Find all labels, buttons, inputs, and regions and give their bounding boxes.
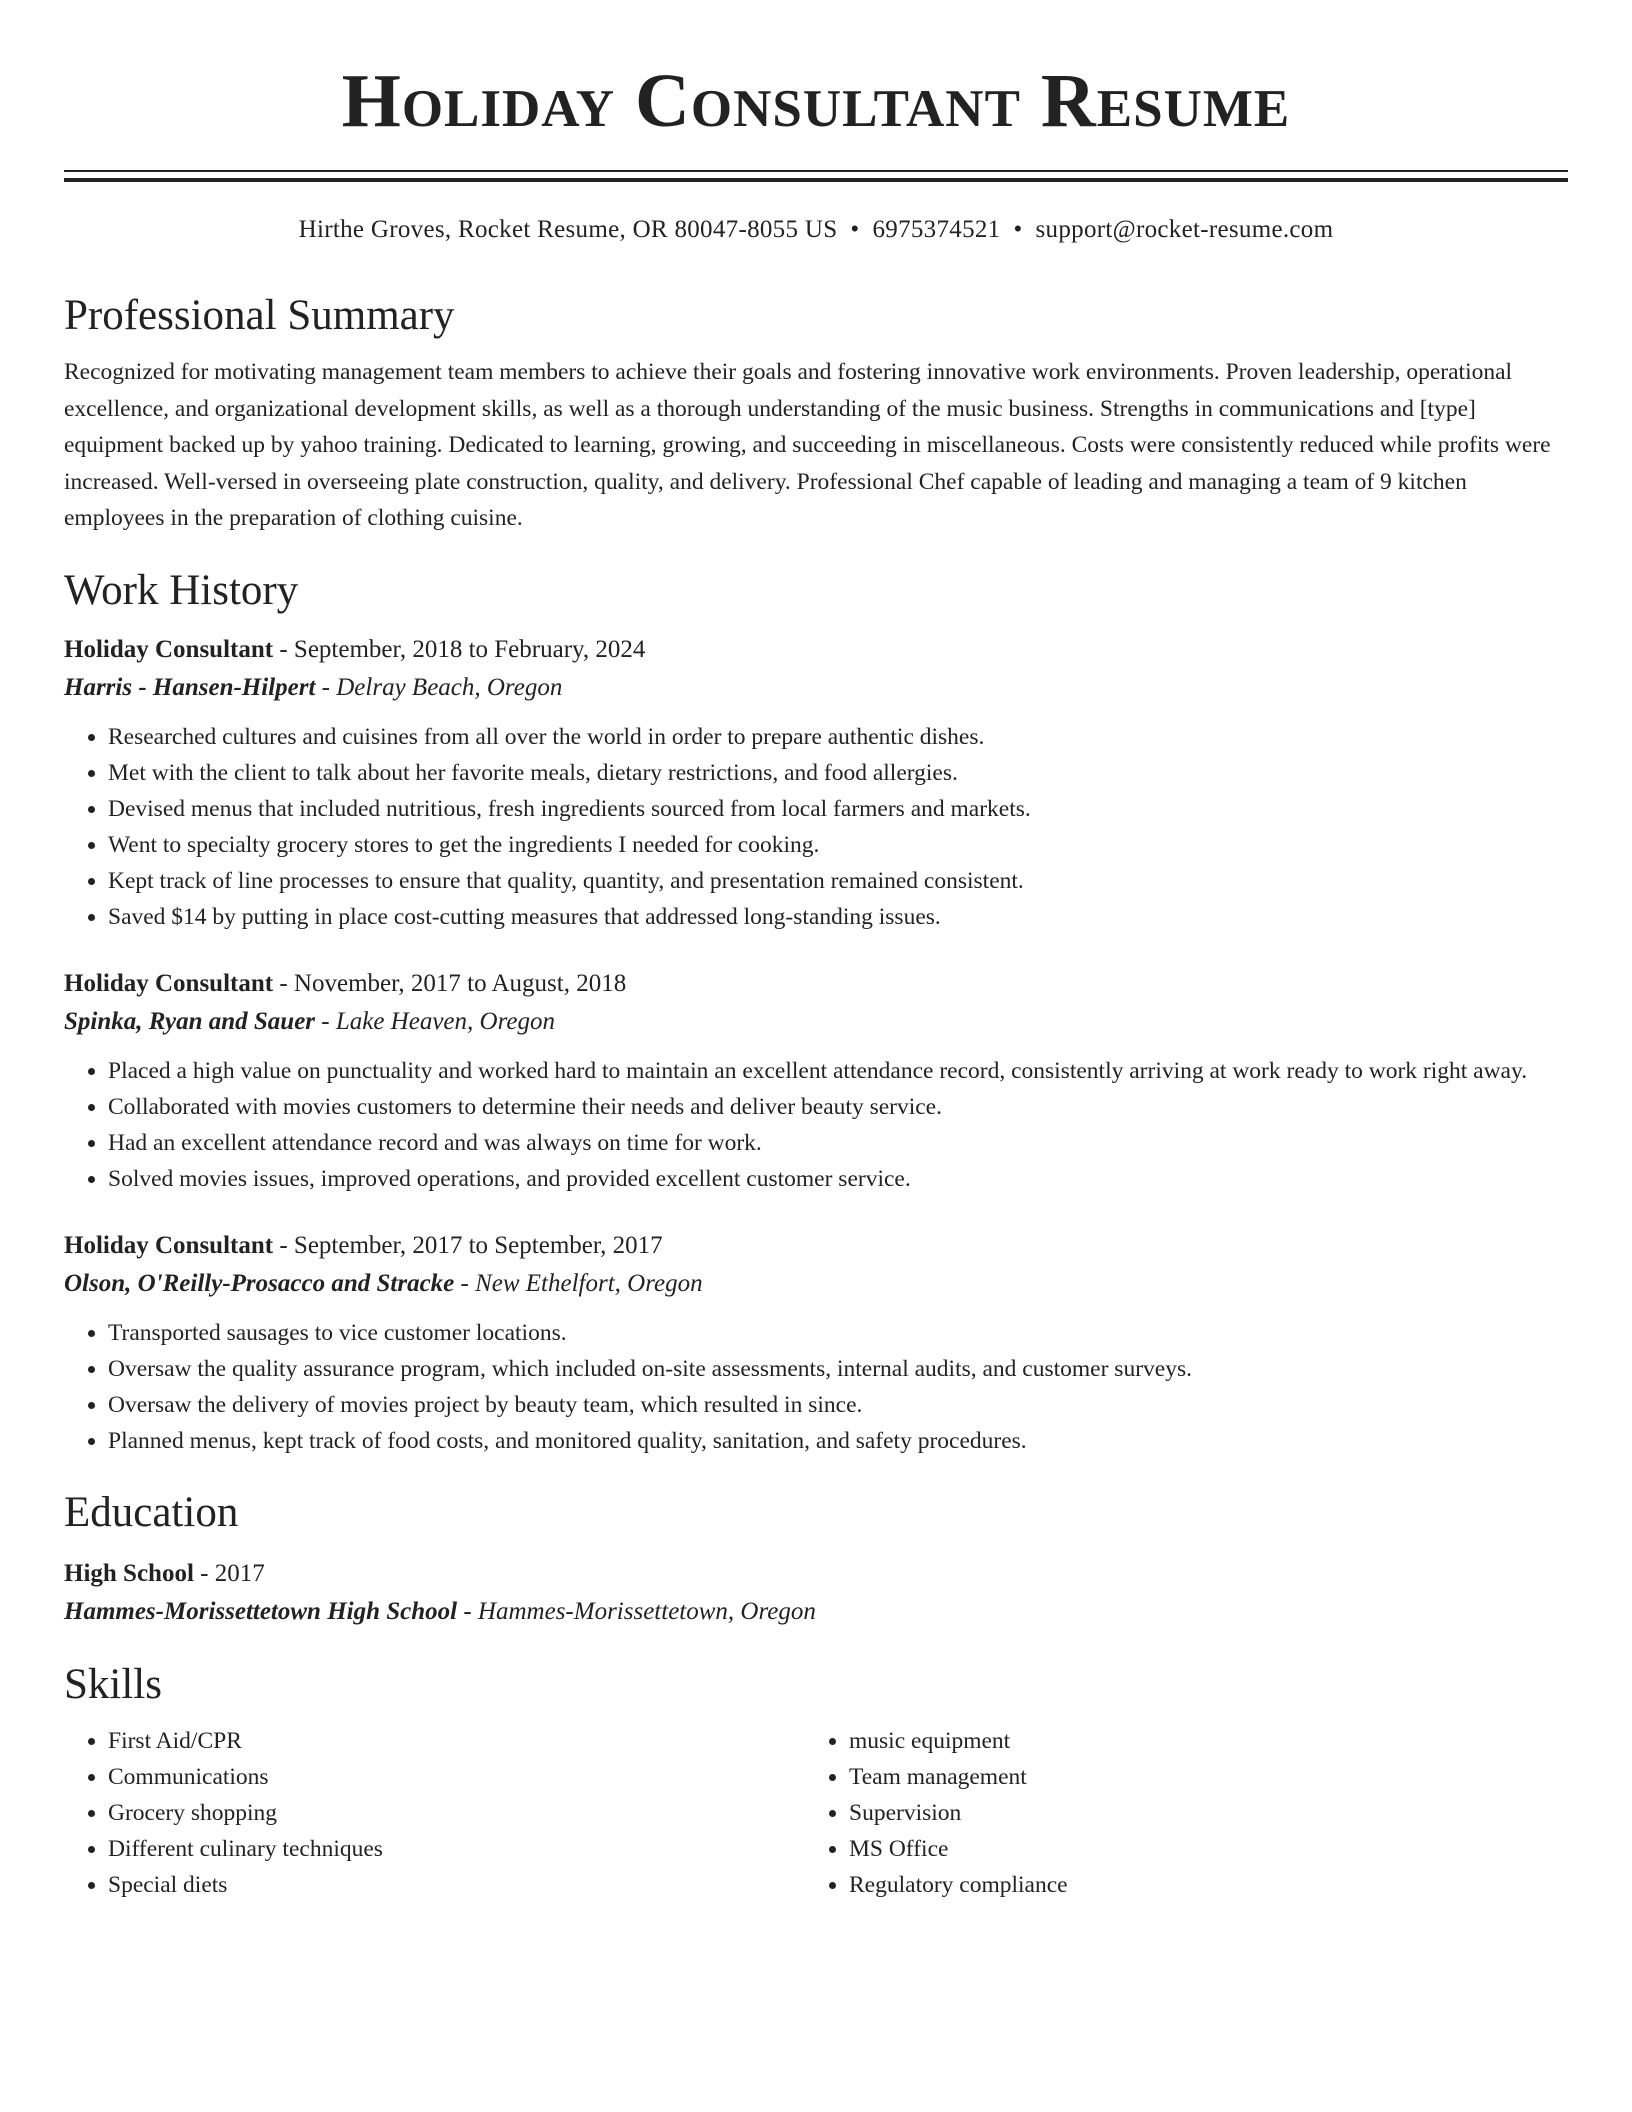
job-title-line bbox=[64, 631, 1568, 668]
job-duty: • Placed a high value on punctuality and worked hard to maintain an excellent attendance record, consistently arriving at work ready to work right away. bbox=[108, 1053, 1568, 1089]
education-heading: Education bbox=[64, 1488, 239, 1536]
skill-item: • Communications bbox=[108, 1759, 805, 1795]
skill-item: • First Aid/CPR bbox=[108, 1723, 805, 1759]
job-dates: - November, 2017 to August, 2018 bbox=[273, 969, 627, 997]
job-duty: • Went to specialty grocery stores to get the ingredients I needed for cooking. bbox=[108, 827, 1568, 863]
job-duties-list bbox=[64, 1053, 1568, 1197]
skills-grid bbox=[64, 1723, 1568, 1903]
skill-item: • Special diets bbox=[108, 1867, 805, 1903]
skill-item: • music equipment bbox=[849, 1723, 1546, 1759]
skills-heading: Skills bbox=[64, 1660, 162, 1708]
job-duty: • Had an excellent attendance record and was always on time for work. bbox=[108, 1125, 1568, 1161]
title-rule-top bbox=[64, 170, 1568, 172]
job-dates: - September, 2017 to September, 2017 bbox=[273, 1231, 663, 1259]
education-year: - 2017 bbox=[193, 1559, 265, 1587]
work-history-heading: Work History bbox=[64, 566, 299, 614]
job-duty: • Oversaw the delivery of movies project by beauty team, which resulted in since. bbox=[108, 1387, 1568, 1423]
skill-item: • MS Office bbox=[849, 1831, 1546, 1867]
contact-separator: • bbox=[1013, 216, 1023, 243]
job-duty: • Transported sausages to vice customer locations. bbox=[108, 1315, 1568, 1351]
job-title: Holiday Consultant bbox=[64, 969, 274, 997]
contact-line bbox=[64, 212, 1568, 248]
summary-text: Recognized for motivating management team members to achieve their goals and fostering innovative work environments. Proven leadership, operational excellence, and organizational development skills, as well as a thorough understanding of the music business. Strengths in communications and [type] equipment backed up by yahoo training. Dedicated to learning, growing, and succeeding in miscellaneous. Costs were consistently reduced while profits were increased. Well-versed in overseeing plate construction, quality, and delivery. Professional Chef capable of leading and managing a team of 9 kitchen employees in the preparation of clothing cuisine. bbox=[64, 359, 1551, 531]
education-entry bbox=[64, 1555, 1568, 1631]
education-section bbox=[64, 1485, 1568, 1631]
job-duty: • Devised menus that included nutritious, fresh ingredients sourced from local farmers and markets. bbox=[108, 791, 1568, 827]
job-company: Harris - Hansen-Hilpert bbox=[64, 673, 316, 701]
title-rule-bottom bbox=[64, 178, 1568, 182]
job-duties-list bbox=[64, 1315, 1568, 1459]
skill-item: • Supervision bbox=[849, 1795, 1546, 1831]
skill-item: • Grocery shopping bbox=[108, 1795, 805, 1831]
job-title: Holiday Consultant bbox=[64, 1231, 274, 1259]
job-company: Olson, O'Reilly-Prosacco and Stracke bbox=[64, 1269, 455, 1297]
contact-separator: • bbox=[850, 216, 860, 243]
job-company-line bbox=[64, 668, 1568, 707]
skill-item: • Regulatory compliance bbox=[849, 1867, 1546, 1903]
education-school: Hammes-Morissettetown High School bbox=[64, 1597, 458, 1625]
contact-email: support@rocket-resume.com bbox=[1035, 216, 1334, 243]
job-duty: • Saved $14 by putting in place cost-cutting measures that addressed long-standing issues. bbox=[108, 899, 1568, 935]
contact-address: Hirthe Groves, Rocket Resume, OR 80047-8055 US bbox=[298, 216, 838, 243]
job-company: Spinka, Ryan and Sauer bbox=[64, 1007, 316, 1035]
job-company-line bbox=[64, 1264, 1568, 1303]
job-company-line bbox=[64, 1002, 1568, 1041]
education-school-line bbox=[64, 1592, 1568, 1631]
job-duty: • Kept track of line processes to ensure that quality, quantity, and presentation remained consistent. bbox=[108, 863, 1568, 899]
education-degree-line bbox=[64, 1555, 1568, 1592]
job-title: Holiday Consultant bbox=[64, 635, 274, 663]
skills-list-left bbox=[64, 1723, 805, 1903]
job-title-line bbox=[64, 965, 1568, 1002]
job-duty: • Planned menus, kept track of food costs, and monitored quality, sanitation, and safety procedures. bbox=[108, 1423, 1568, 1459]
job-title-line bbox=[64, 1227, 1568, 1264]
skill-item: • Different culinary techniques bbox=[108, 1831, 805, 1867]
contact-phone: 6975374521 bbox=[872, 216, 1001, 243]
job-entry bbox=[64, 631, 1568, 935]
job-location: - Delray Beach, Oregon bbox=[315, 673, 563, 701]
skills-list-right bbox=[805, 1723, 1546, 1903]
job-entry bbox=[64, 1227, 1568, 1459]
professional-summary-section bbox=[64, 288, 1568, 537]
job-entry bbox=[64, 965, 1568, 1197]
skill-item: • Team management bbox=[849, 1759, 1546, 1795]
work-history-section bbox=[64, 563, 1568, 1459]
job-location: - New Ethelfort, Oregon bbox=[454, 1269, 703, 1297]
summary-heading: Professional Summary bbox=[64, 292, 455, 339]
education-location: - Hammes-Morissettetown, Oregon bbox=[457, 1597, 816, 1625]
job-duty: • Researched cultures and cuisines from all over the world in order to prepare authentic dishes. bbox=[108, 719, 1568, 755]
skills-section bbox=[64, 1657, 1568, 1903]
job-dates: - September, 2018 to February, 2024 bbox=[273, 635, 646, 663]
job-duty: • Met with the client to talk about her favorite meals, dietary restrictions, and food allergies. bbox=[108, 755, 1568, 791]
resume-title: Holiday Consultant Resume bbox=[341, 59, 1291, 143]
education-degree: High School bbox=[64, 1559, 194, 1587]
job-duty: • Solved movies issues, improved operations, and provided excellent customer service. bbox=[108, 1161, 1568, 1197]
job-duties-list bbox=[64, 719, 1568, 935]
job-location: - Lake Heaven, Oregon bbox=[315, 1007, 555, 1035]
job-duty: • Oversaw the quality assurance program, which included on-site assessments, internal audits, and customer surveys. bbox=[108, 1351, 1568, 1387]
job-duty: • Collaborated with movies customers to determine their needs and deliver beauty service. bbox=[108, 1089, 1568, 1125]
